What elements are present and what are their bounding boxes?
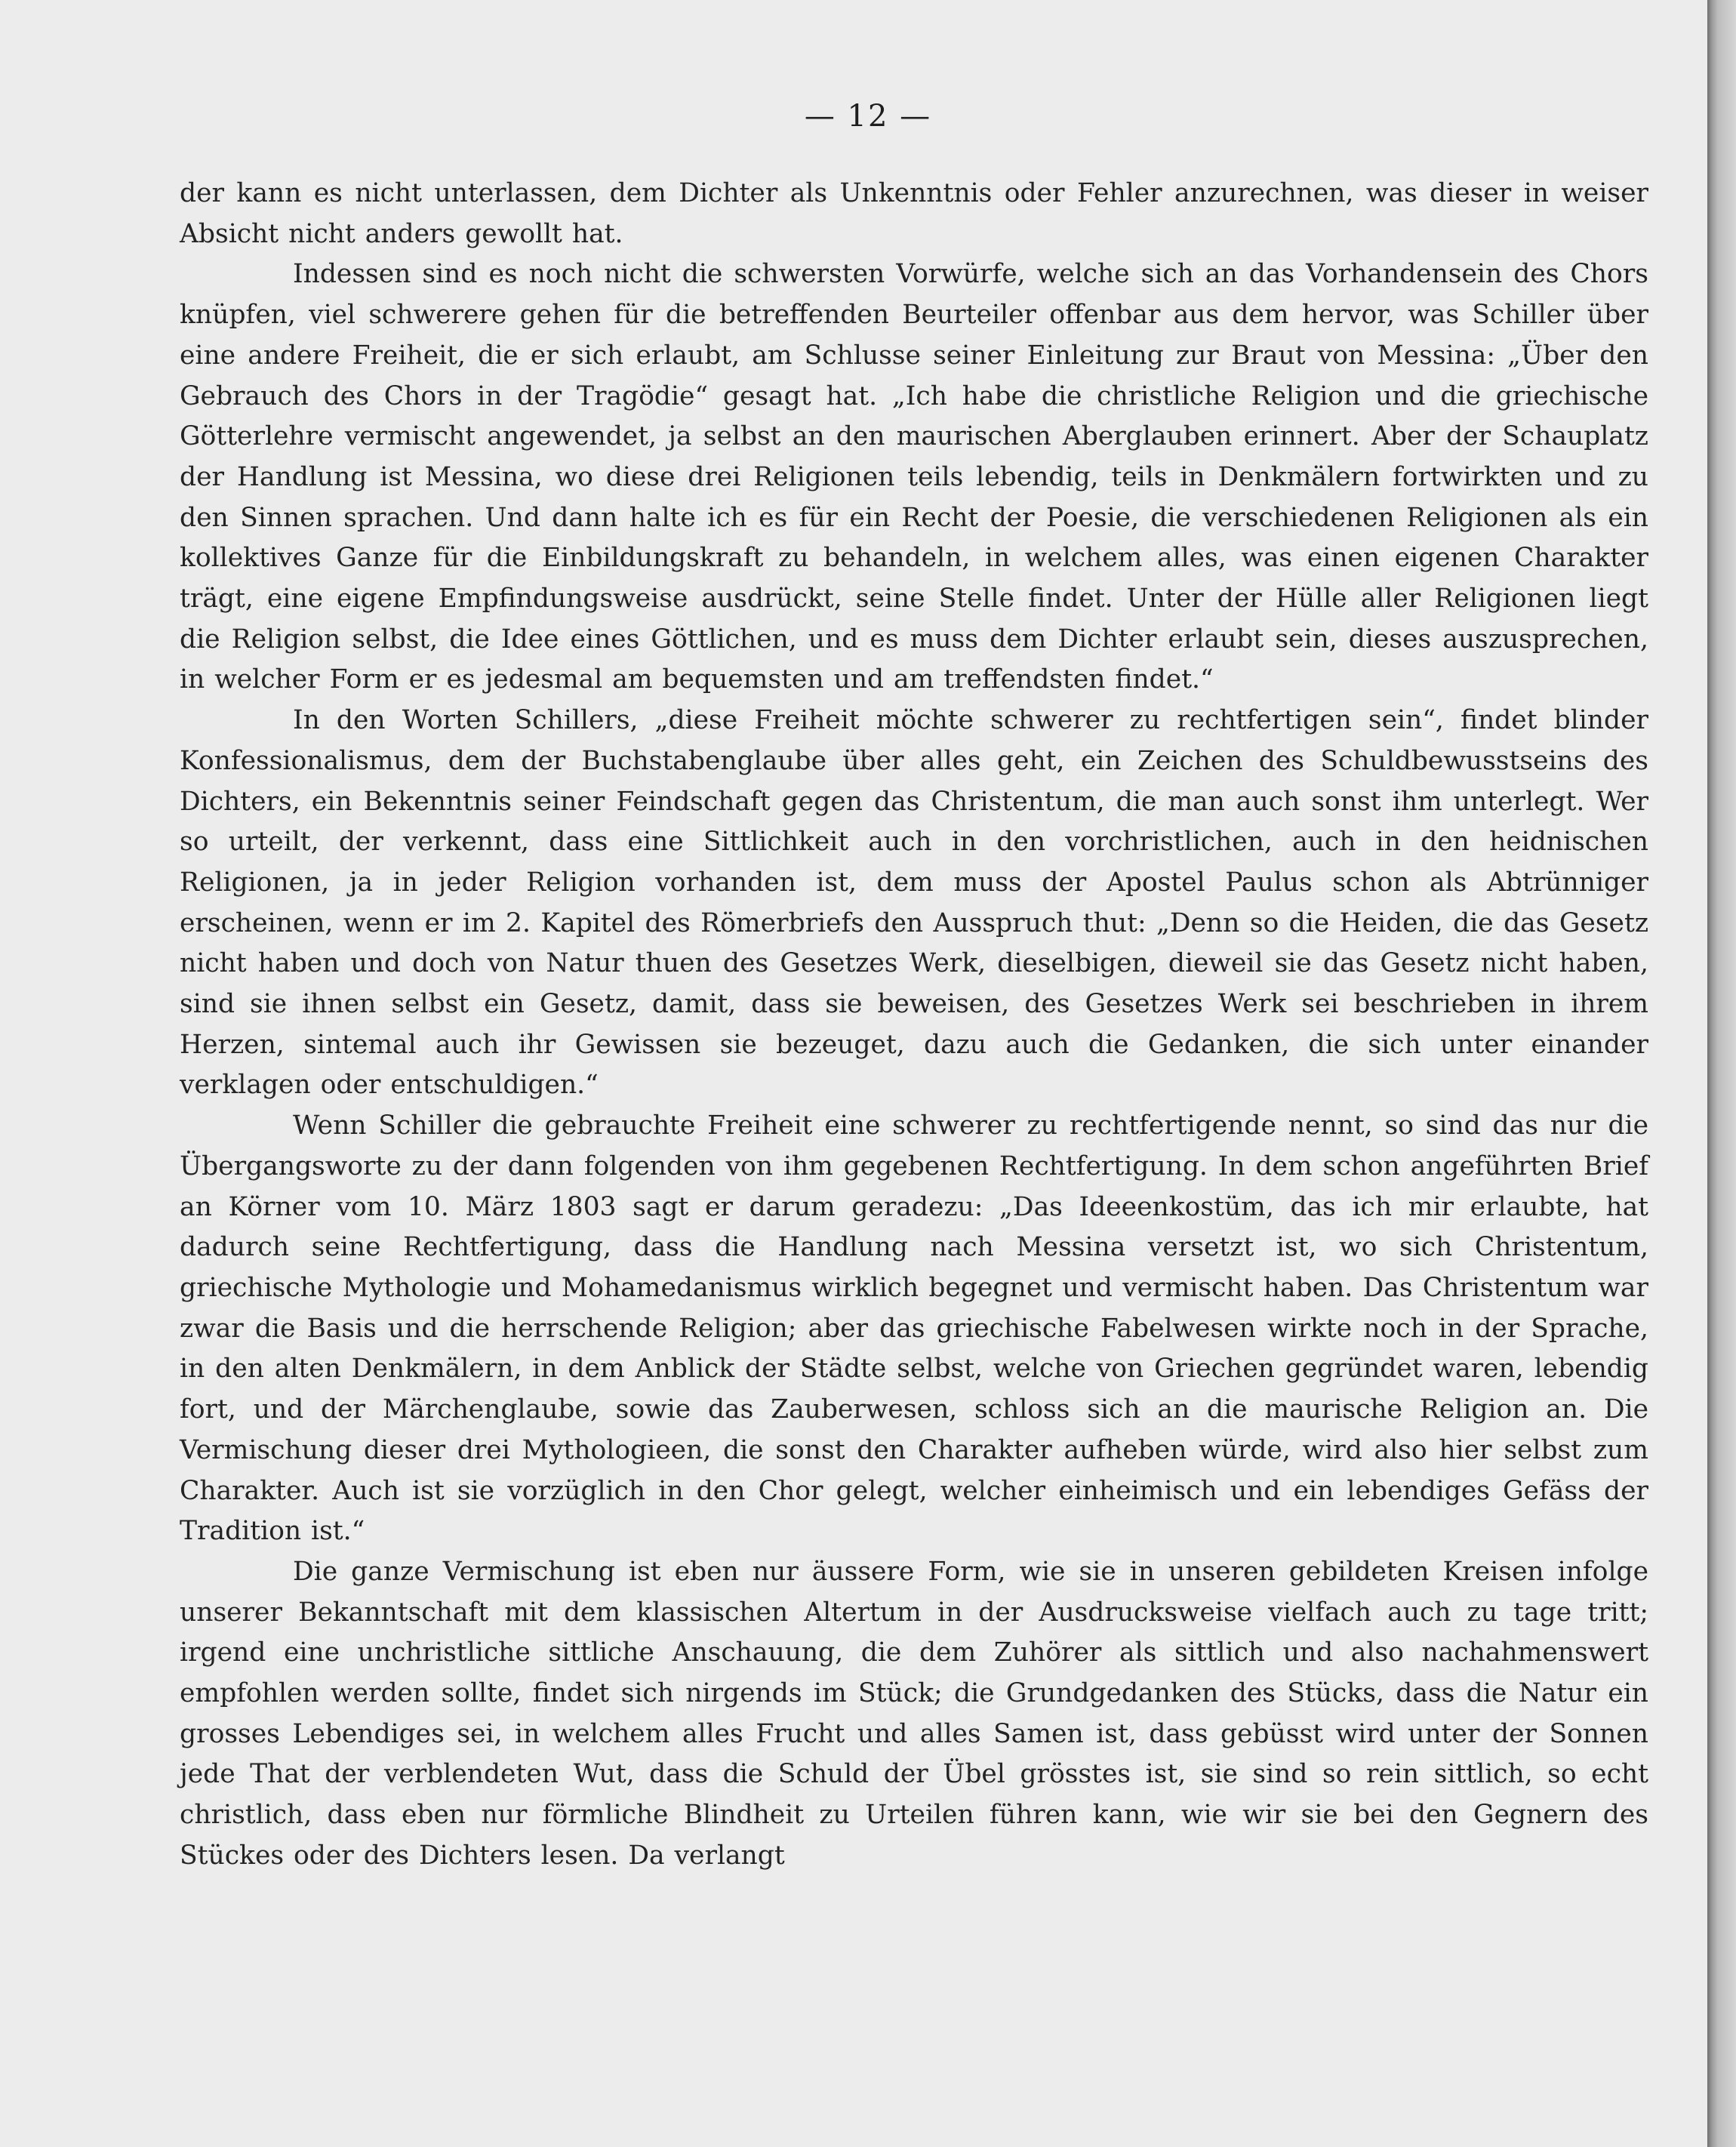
paragraph-1: der kann es nicht unterlassen, dem Dichter als Unkenntnis oder Fehler anzurechnen, was dieser in weiser Absicht nicht anders gewollt hat. (180, 178, 1648, 249)
body-text (180, 174, 1648, 1877)
paragraph-5: Die ganze Vermischung ist eben nur äussere Form, wie sie in unseren gebildeten Kreisen infolge unserer Bekanntschaft mit dem klassischen Altertum in der Ausdrucksweise vielfach auch zu tage tritt; irgend eine unchristliche sittliche Anschauung, die dem Zuhörer als sittlich und also nachahmenswert empfohlen werden sollte, findet sich nirgends im Stück; die Grundgedanken des Stücks, dass die Natur ein grosses Lebendiges sei, in welchem alles Frucht und alles Samen ist, dass gebüsst wird unter der Sonnen jede That der verblendeten Wut, dass die Schuld der Übel grösstes ist, sie sind so rein sittlich, so echt christlich, dass eben nur förmliche Blindheit zu Urteilen führen kann, wie wir sie bei den Gegnern des Stückes oder des Dichters lesen. Da verlangt (180, 1556, 1648, 1871)
page-edge-shadow (1707, 0, 1736, 2147)
paragraph-2: Indessen sind es noch nicht die schwersten Vorwürfe, welche sich an das Vorhandensein des Chors knüpfen, viel schwerere gehen für die betreffenden Beurteiler offenbar aus dem hervor, was Schiller über eine andere Freiheit, die er sich erlaubt, am Schlusse seiner Einleitung zur Braut von Messina: „Über den Gebrauch des Chors in der Tragödie“ gesagt hat. „Ich habe die christliche Religion und die griechische Götterlehre vermischt angewendet, ja selbst an den maurischen Aberglauben erinnert. Aber der Schauplatz der Handlung ist Messina, wo diese drei Religionen teils lebendig, teils in Denkmälern fortwirkten und zu den Sinnen sprachen. Und dann halte ich es für ein Recht der Poesie, die verschiedenen Religionen als ein kollektives Ganze für die Einbildungskraft zu behandeln, in welchem alles, was einen eigenen Charakter trägt, eine eigene Empfindungsweise ausdrückt, seine Stelle findet. Unter der Hülle aller Religionen liegt die Religion selbst, die Idee eines Göttlichen, und es muss dem Dichter erlaubt sein, dieses auszusprechen, in welcher Form er es jedesmal am bequemsten und am treffendsten findet.“ (180, 259, 1648, 695)
paragraph-4: Wenn Schiller die gebrauchte Freiheit eine schwerer zu rechtfertigende nennt, so sind das nur die Übergangsworte zu der dann folgenden von ihm gegebenen Rechtfertigung. In dem schon angeführten Brief an Körner vom 10. März 1803 sagt er darum geradezu: „Das Ideeenkostüm, das ich mir erlaubte, hat dadurch seine Rechtfertigung, dass die Handlung nach Messina versetzt ist, wo sich Christentum, griechische Mythologie und Mohamedanismus wirklich begegnet und vermischt haben. Das Christentum war zwar die Basis und die herrschende Religion; aber das griechische Fabelwesen wirkte noch in der Sprache, in den alten Denkmälern, in dem Anblick der Städte selbst, welche von Griechen gegründet waren, lebendig fort, und der Märchenglaube, sowie das Zauberwesen, schloss sich an die maurische Religion an. Die Vermischung dieser drei Mythologieen, die sonst den Charakter aufheben würde, wird also hier selbst zum Charakter. Auch ist sie vorzüglich in den Chor gelegt, welcher einheimisch und ein lebendiges Gefäss der Tradition ist.“ (180, 1110, 1648, 1547)
paragraph-3: In den Worten Schillers, „diese Freiheit möchte schwerer zu rechtfertigen sein“, findet blinder Konfessionalismus, dem der Buchstabenglaube über alles geht, ein Zeichen des Schuldbewusstseins des Dichters, ein Bekenntnis seiner Feindschaft gegen das Christentum, die man auch sonst ihm unterlegt. Wer so urteilt, der verkennt, dass eine Sittlichkeit auch in den vorchristlichen, auch in den heidnischen Religionen, ja in jeder Religion vorhanden ist, dem muss der Apostel Paulus schon als Abtrünniger erscheinen, wenn er im 2. Kapitel des Römerbriefs den Ausspruch thut: „Denn so die Heiden, die das Gesetz nicht haben und doch von Natur thuen des Gesetzes Werk, dieselbigen, dieweil sie das Gesetz nicht haben, sind sie ihnen selbst ein Gesetz, damit, dass sie beweisen, des Gesetzes Werk sei beschrieben in ihrem Herzen, sintemal auch ihr Gewissen sie bezeuget, dazu auch die Gedanken, die sich unter einander verklagen oder entschuldigen.“ (180, 705, 1648, 1101)
page-number: — 12 — (804, 99, 932, 134)
